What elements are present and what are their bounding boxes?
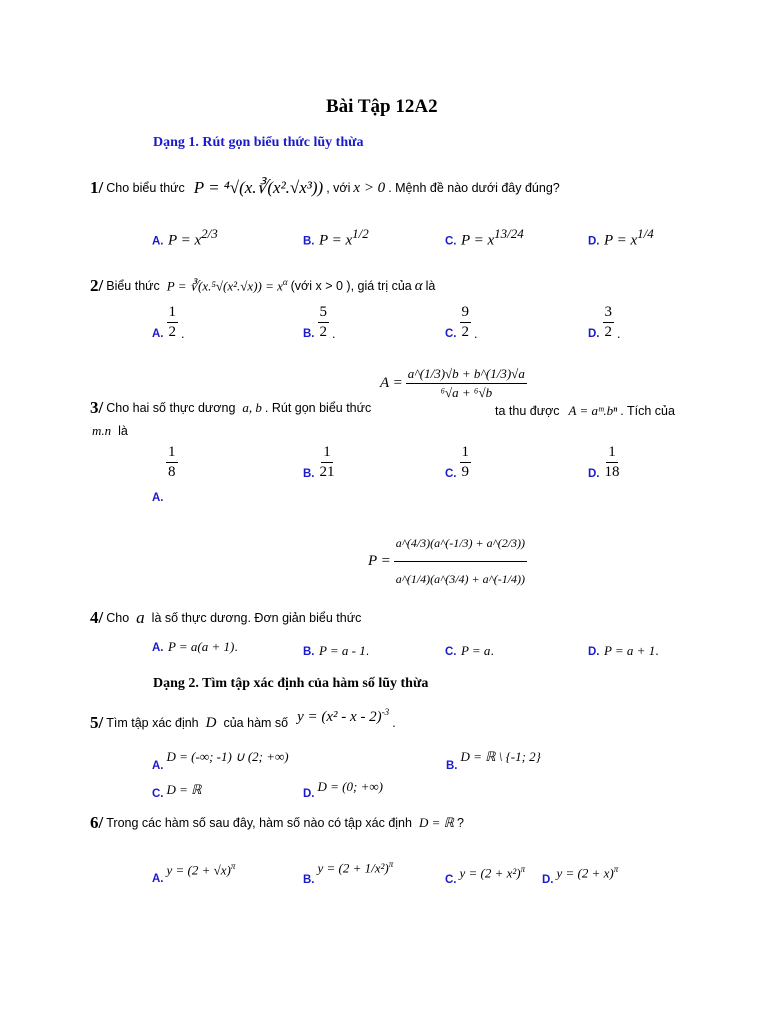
option-label: C. — [445, 874, 457, 886]
option-value: $y = (2 + x)^\pi$ — [556, 864, 619, 881]
option-label: C. — [445, 467, 457, 480]
answer-b[interactable] — [303, 226, 369, 249]
option-value: $y = (2 + x^2)^\pi$ — [459, 864, 526, 881]
option-value: P = x — [318, 232, 353, 249]
option-label: A. — [152, 873, 164, 885]
answer-c[interactable]: C. P = a. — [445, 643, 494, 658]
option-label: A. — [152, 760, 164, 772]
fraction: $\frac{1}{18}$ — [604, 444, 620, 480]
question-text: . Tích của — [620, 404, 675, 418]
option-value: $y = (2 + √x)^\pi$ — [166, 861, 236, 878]
alpha-symbol: α — [414, 277, 423, 294]
fraction: $\frac{a\^{}(4/3)(a\^{}(-1/3) + a\^{}(2/3))}{a\^{}(1/4)(a\^{}(3/4) + a\^{}(-1/4))}$ — [395, 536, 526, 586]
answer-c[interactable]: C. $\frac{9}{2}$ . — [445, 304, 478, 341]
option-label: D. — [588, 235, 600, 248]
option-value: P = a — [460, 643, 491, 658]
fraction: $\frac{a\^{}(1/3)√b + b\^{}(1/3)√a}{\text{⁶√a + ⁶√b}}$ — [407, 366, 525, 400]
question-text: ? — [456, 816, 464, 830]
question-text: Trong các hàm số sau đây, hàm số nào có tập xác định — [106, 816, 412, 830]
exponent: 13/24 — [494, 226, 524, 241]
answer-d[interactable]: D. $\frac{3}{2}$ . — [588, 304, 621, 341]
option-label: C. — [152, 788, 164, 800]
option-value: P = a - 1 — [318, 643, 366, 658]
formula-lhs: A = — [380, 375, 403, 391]
fraction: $\frac{5}{2}$ — [319, 304, 327, 340]
answer-d[interactable]: D. P = a + 1. — [588, 643, 659, 658]
variables: a, b — [242, 400, 262, 415]
answer-a[interactable]: A. P = a(a + 1). — [152, 639, 238, 654]
option-value: D = ℝ \ {-1; 2} — [460, 749, 541, 764]
option-label: D. — [588, 646, 600, 658]
fraction: $\frac{1}{2}$ — [168, 304, 176, 340]
answer-d[interactable] — [303, 774, 383, 802]
formula-p — [368, 536, 527, 587]
question-text: là — [425, 279, 436, 293]
option-label: B. — [303, 327, 315, 340]
fraction: $\frac{9}{2}$ — [461, 304, 469, 340]
formula: P = ⁴√(x.∛(x².√x³)) — [193, 178, 324, 197]
option-label: C. — [445, 327, 457, 340]
answer-b[interactable] — [446, 742, 541, 774]
answer-c[interactable] — [445, 860, 525, 888]
condition: x > 0 — [353, 179, 386, 196]
answer-a[interactable]: A. $\frac{1}{2}$ . — [152, 304, 185, 341]
question-number: 6/ — [90, 813, 104, 832]
fraction: $\frac{3}{2}$ — [604, 304, 612, 340]
question-text: , với — [326, 181, 351, 195]
option-label: A. — [152, 327, 164, 340]
question-number: 3/ — [90, 398, 104, 417]
question-text: Cho biểu thức — [106, 181, 185, 195]
answer-c[interactable] — [445, 444, 471, 482]
answer-c[interactable] — [445, 226, 524, 249]
question-number: 2/ — [90, 276, 104, 295]
question-text: Cho hai số thực dương — [106, 401, 236, 415]
option-value: $y = (2 + 1/x^2)^\pi$ — [317, 859, 394, 876]
option-value: P = a + 1 — [603, 643, 656, 658]
exponent: 1/4 — [637, 226, 654, 241]
fraction: $\frac{1}{21}$ — [319, 444, 335, 480]
question-text: của hàm số — [223, 716, 289, 730]
answer-b[interactable] — [303, 444, 337, 482]
answer-b[interactable]: B. P = a - 1. — [303, 643, 370, 658]
option-label: D. — [542, 874, 554, 886]
answer-c[interactable] — [152, 780, 201, 802]
option-value: P = x — [603, 232, 638, 249]
question-text: là — [118, 424, 128, 438]
question-3 — [90, 398, 371, 418]
question-text: Biểu thức — [106, 279, 160, 293]
option-label: C. — [445, 235, 457, 248]
question-3-tail — [495, 402, 675, 420]
exponent: 1/2 — [352, 226, 369, 241]
answer-a[interactable] — [152, 855, 235, 887]
exponent: 2/3 — [201, 226, 218, 241]
answer-d[interactable] — [542, 860, 618, 888]
option-label: C. — [445, 646, 457, 658]
question-text: ta thu được — [495, 404, 560, 418]
option-label: A. — [152, 235, 164, 248]
question-number: 1/ — [90, 178, 104, 197]
question-number: 4/ — [90, 608, 104, 627]
question-number: 5/ — [90, 713, 104, 732]
answer-d[interactable] — [588, 226, 654, 249]
question-text: . Rút gọn biểu thức — [264, 401, 372, 415]
question-text: Cho — [106, 611, 130, 625]
option-label: D. — [588, 467, 600, 480]
option-value: P = a(a + 1) — [167, 639, 235, 654]
question-3-line2 — [92, 422, 128, 440]
option-value: P = x — [460, 232, 495, 249]
option-label-a[interactable]: A. — [152, 492, 164, 504]
section-heading-2: Dạng 2. Tìm tập xác định của hàm số lũy thừa — [153, 676, 429, 691]
option-value: D = ℝ — [166, 782, 202, 797]
option-label: B. — [303, 646, 315, 658]
question-text: là số thực dương. Đơn giản biểu thức — [151, 611, 362, 625]
option-label: D. — [303, 788, 315, 800]
product-mn: m.n — [92, 423, 112, 438]
question-2 — [90, 276, 435, 296]
question-5: 5/ Tìm tập xác định D của hàm số y = (x² - x - 2)$^{-3}$ . — [90, 706, 396, 732]
fraction: $\frac{1}{8}$ — [168, 444, 176, 480]
answer-a[interactable] — [152, 742, 289, 774]
option-label: B. — [303, 874, 315, 886]
variable: D — [205, 714, 217, 731]
formula-result: A = aᵐ.bⁿ — [568, 403, 618, 418]
question-text: . Mệnh đề nào dưới đây đúng? — [388, 181, 560, 195]
question-text: Tìm tập xác định — [106, 716, 199, 730]
option-value: P = x — [167, 232, 202, 249]
formula-a — [380, 366, 527, 401]
section-heading-1: Dạng 1. Rút gọn biểu thức lũy thừa — [153, 135, 364, 150]
fraction: $\frac{1}{9}$ — [461, 444, 469, 480]
option-value: D = (0; +∞) — [317, 779, 383, 794]
question-text: (với x > 0 ), giá trị của — [290, 279, 412, 293]
answer-b[interactable] — [303, 850, 393, 888]
answer-d[interactable] — [588, 444, 622, 482]
variable: a — [136, 608, 145, 627]
question-1 — [90, 178, 560, 198]
option-label: B. — [446, 760, 458, 772]
option-label: D. — [588, 327, 600, 340]
formula: y = (x² - x - 2)$^{-3}$ — [297, 706, 390, 725]
option-label: B. — [303, 467, 315, 480]
page-title: Bài Tập 12A2 — [326, 96, 438, 117]
formula: P = ∛(x.⁵√(x².√x)) = $x^\alpha$ — [166, 277, 288, 294]
question-4 — [90, 608, 361, 628]
answer-a-value[interactable] — [166, 444, 178, 481]
condition: D = ℝ — [418, 815, 454, 830]
answer-b[interactable]: B. $\frac{5}{2}$ . — [303, 304, 336, 341]
option-label: A. — [152, 642, 164, 654]
option-label: B. — [303, 235, 315, 248]
option-value: D = (-∞; -1) ∪ (2; +∞) — [166, 749, 289, 764]
formula-lhs: P = — [368, 553, 391, 569]
question-6 — [90, 813, 464, 833]
answer-a[interactable] — [152, 226, 218, 249]
